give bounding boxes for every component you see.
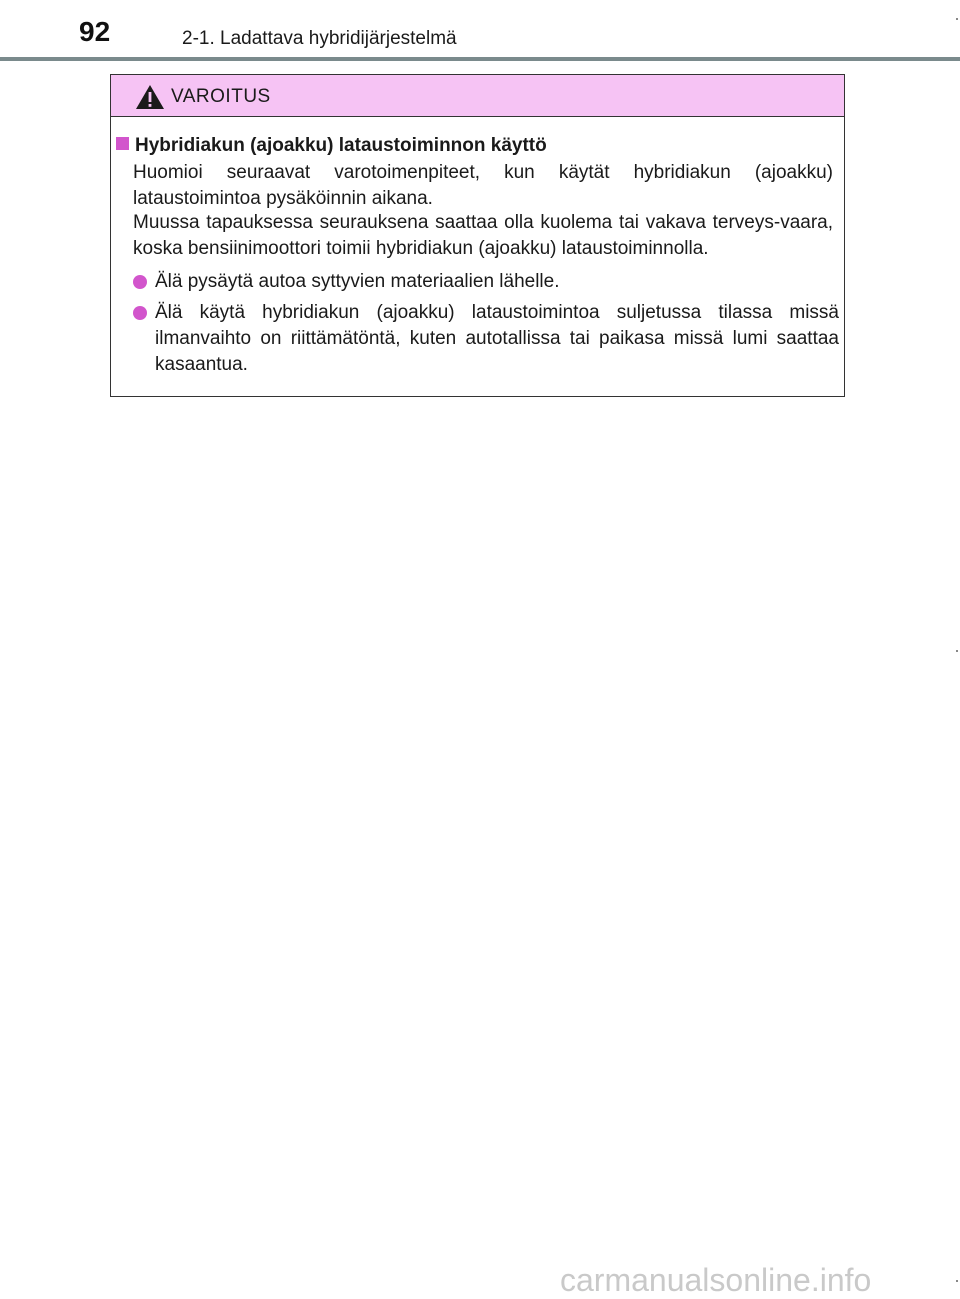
crop-mark [956,18,958,20]
warning-label: VAROITUS [171,86,271,107]
crop-mark [956,650,958,652]
list-item-text: Älä käytä hybridiakun (ajoakku) lataustoimintoa suljetussa tilassa missä ilmanvaihto on riittämätöntä, kuten autotallissa tai paikasa missä lumi saattaa kasaantua. [155,302,839,375]
warning-triangle-icon [135,84,165,110]
list-item [133,269,839,295]
list-item-text: Älä pysäytä autoa syttyvien materiaalien lähelle. [155,271,560,292]
paragraph: Muussa tapauksessa seurauksena saattaa olla kuolema tai vakava terveys-vaara, koska bensiinimoottori toimii hybridiakun (ajoakku) lataustoiminnolla. [133,212,833,259]
list-item [133,300,839,378]
section-heading-text: Hybridiakun (ajoakku) lataustoiminnon käyttö [135,135,547,156]
section-heading [116,135,547,157]
crop-mark [956,1280,958,1282]
page-header [0,0,960,60]
round-bullet-icon [133,275,147,289]
round-bullet-icon [133,306,147,320]
page-number: 92 [79,16,111,47]
header-divider [0,57,960,61]
square-bullet-icon [116,137,129,150]
warning-header [111,75,844,117]
watermark: carmanualsonline.info [560,1262,872,1298]
warning-box [110,74,845,397]
paragraph: Huomioi seuraavat varotoimenpiteet, kun käytät hybridiakun (ajoakku) lataustoimintoa pysäköinnin aikana. [133,162,833,209]
chapter-title: 2-1. Ladattava hybridijärjestelmä [182,28,457,49]
